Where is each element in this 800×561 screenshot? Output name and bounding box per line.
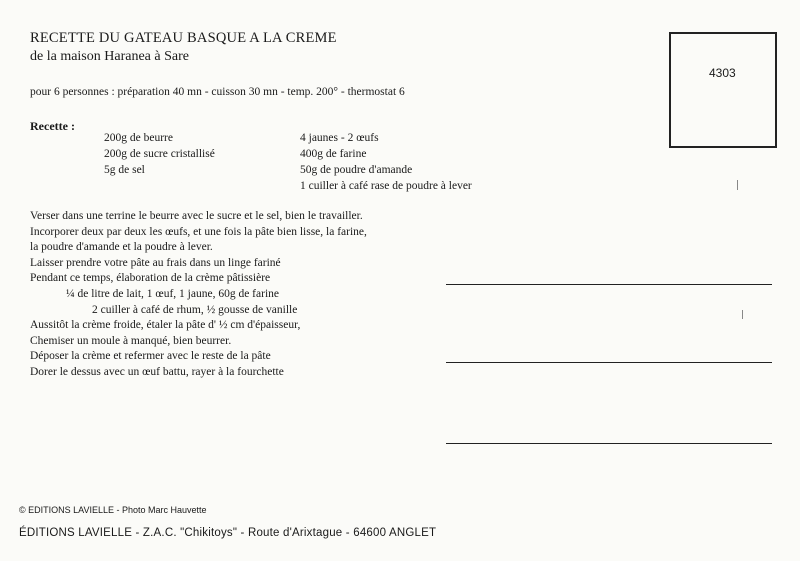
recipe-title: RECETTE DU GATEAU BASQUE A LA CREME xyxy=(30,30,337,46)
stamp-number: 4303 xyxy=(709,66,736,80)
ingredient-item: 200g de sucre cristallisé xyxy=(104,148,215,160)
ingredient-item: 200g de beurre xyxy=(104,132,173,144)
recipe-subtitle: de la maison Haranea à Sare xyxy=(30,49,189,64)
instruction-line: Dorer le dessus avec un œuf battu, rayer à la fourchette xyxy=(30,365,284,378)
divider-mark xyxy=(737,180,738,190)
recipe-instructions xyxy=(30,209,367,381)
ingredients-left xyxy=(104,130,215,178)
instruction-line: Verser dans une terrine le beurre avec le sucre et le sel, bien le travailler. xyxy=(30,210,363,222)
recipe-label: Recette : xyxy=(30,119,75,133)
address-line xyxy=(446,443,772,444)
instruction-line: Pendant ce temps, élaboration de la crème pâtissière xyxy=(30,272,271,285)
ingredient-item: 4 jaunes - 2 œufs xyxy=(300,132,379,144)
address-line xyxy=(446,362,772,363)
instruction-line: 2 cuiller à café de rhum, ½ gousse de vanille xyxy=(92,303,298,316)
instruction-line: Incorporer deux par deux les œufs, et une fois la pâte bien lisse, la farine, xyxy=(30,225,367,238)
ingredient-item: 400g de farine xyxy=(300,148,367,160)
address-line xyxy=(446,284,772,285)
ingredient-item: 1 cuiller à café rase de poudre à lever xyxy=(300,180,472,192)
stamp-box xyxy=(669,32,777,148)
instruction-line: ¼ de litre de lait, 1 œuf, 1 jaune, 60g de farine xyxy=(66,287,279,300)
publisher-address: ÉDITIONS LAVIELLE - Z.A.C. "Chikitoys" - Route d'Arixtague - 64600 ANGLET xyxy=(19,527,437,539)
instruction-line: Déposer la crème et refermer avec le reste de la pâte xyxy=(30,350,271,363)
recipe-meta: pour 6 personnes : préparation 40 mn - cuisson 30 mn - temp. 200° - thermostat 6 xyxy=(30,86,405,98)
instruction-line: Aussitôt la crème froide, étaler la pâte d' ½ cm d'épaisseur, xyxy=(30,319,301,332)
ingredient-item: 50g de poudre d'amande xyxy=(300,164,413,176)
instruction-line: Laisser prendre votre pâte au frais dans un linge fariné xyxy=(30,256,281,269)
ingredients-right xyxy=(300,130,472,194)
instruction-line: Chemiser un moule à manqué, bien beurrer. xyxy=(30,334,232,347)
ingredient-item: 5g de sel xyxy=(104,164,145,176)
instruction-line: la poudre d'amande et la poudre à lever. xyxy=(30,241,213,254)
divider-mark xyxy=(742,310,743,319)
photo-credit: © EDITIONS LAVIELLE - Photo Marc Hauvette xyxy=(19,505,207,515)
